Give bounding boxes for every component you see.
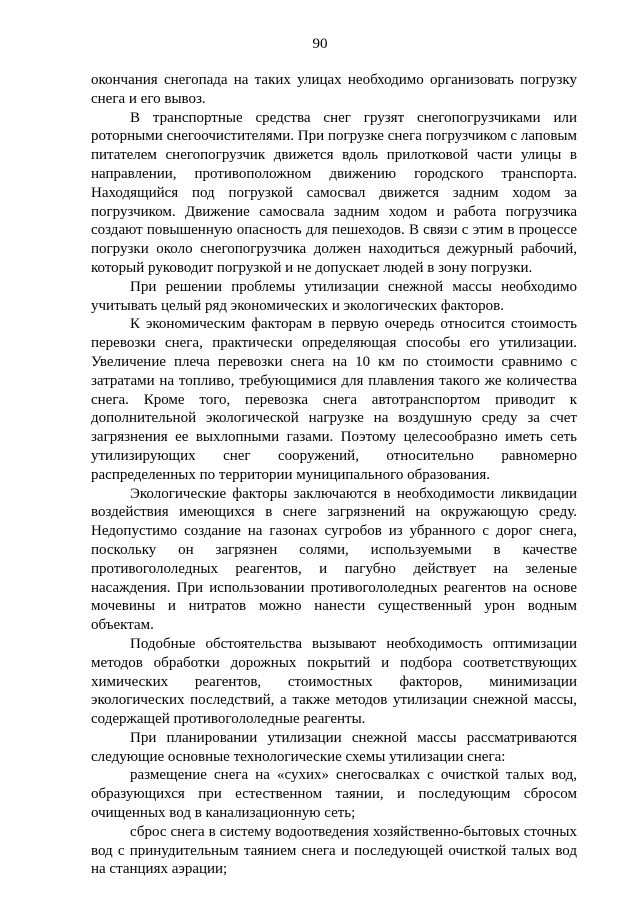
paragraph-utilization-factors: При решении проблемы утилизации снежной массы необходимо учитывать целый ряд экономических и экологических факторов.: [91, 278, 577, 314]
document-body: [91, 71, 577, 879]
paragraph-utilization-schemes: При планировании утилизации снежной массы рассматриваются следующие основные технологические схемы утилизации снега:: [91, 729, 577, 765]
paragraph-continuation: окончания снегопада на таких улицах необходимо организовать погрузку снега и его вывоз.: [91, 72, 577, 107]
list-item-sewer-discharge: сброс снега в систему водоотведения хозяйственно-бытовых сточных вод с принудительным таянием снега и последующей очисткой талых вод на станциях аэрации;: [91, 823, 577, 878]
page-number: 90: [312, 36, 328, 52]
paragraph-ecological-factors: Экологические факторы заключаются в необходимости ликвидации воздействия имеющихся в снеге загрязнений на окружающую среду. Недопустимо создание на газонах сугробов из убранного с дорог снега, поскольку он загрязнен солями, используемыми в качестве противогололедных реагентов, и пагубно действует на зеленые насаждения. При использовании противогололедных реагентов на основе мочевины и нитратов можно нанести существенный урон водным объектам.: [91, 485, 577, 634]
paragraph-loading-vehicles: В транспортные средства снег грузят снегопогрузчиками или роторными снегоочистителями. При погрузке снега погрузчиком с лаповым питателем снегопогрузчик движется вдоль прилотковой части улицы в направлении, противоположном движению городского транспорта. Находящийся под погрузкой самосвал движется задним ходом за погрузчиком. Движение самосвала задним ходом и работа погрузчика создают повышенную опасность для пешеходов. В связи с этим в процессе погрузки около снегопогрузчика должен находиться дежурный рабочий, который руководит погрузкой и не допускает людей в зону погрузки.: [91, 109, 577, 276]
paragraph-economic-factors: К экономическим факторам в первую очередь относится стоимость перевозки снега, практически определяющая способы его утилизации. Увеличение плеча перевозки снега на 10 км по стоимости сравнимо с затратами на топливо, требующимися для плавления такого же количества снега. Кроме того, перевозка снега автотранспортом приводит к дополнительной экологической нагрузке на воздушную среду за счет загрязнения ее выхлопными газами. Поэтому целесообразно иметь сеть утилизирующих снег сооружений, относительно равномерно распределенных по территории муниципального образования.: [91, 316, 577, 483]
list-item-dry-dumps: размещение снега на «сухих» снегосвалках с очисткой талых вод, образующихся при естественном таянии, и последующим сбросом очищенных вод в канализационную сеть;: [91, 767, 577, 822]
paragraph-optimization: Подобные обстоятельства вызывают необходимость оптимизации методов обработки дорожных покрытий и подбора соответствующих химических реагентов, стоимостных факторов, минимизации экологических последствий, а также методов утилизации снежной массы, содержащей противогололедные реагенты.: [91, 635, 577, 728]
